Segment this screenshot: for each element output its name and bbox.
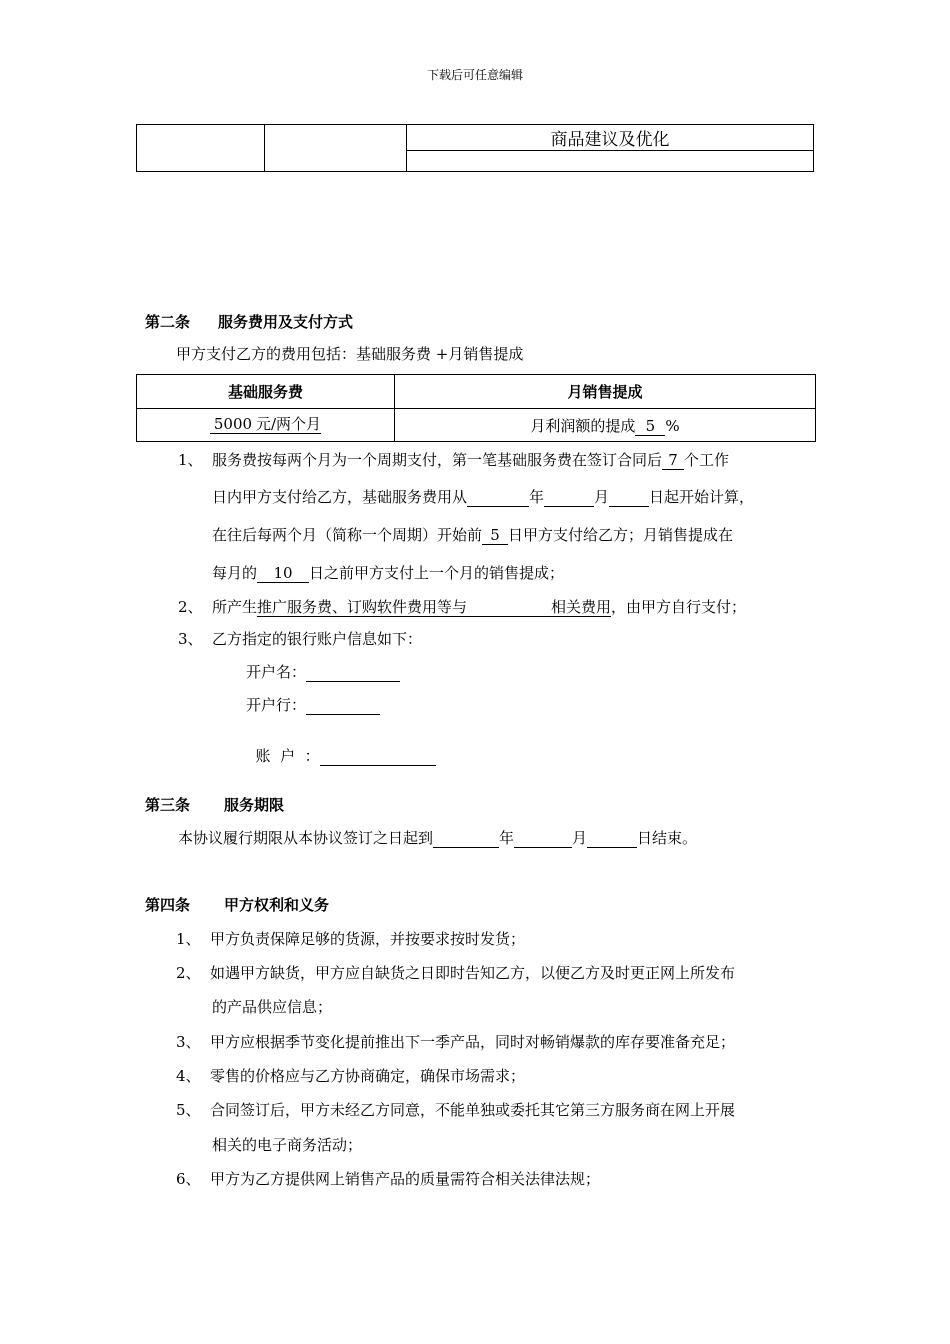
fee-table [136, 374, 816, 442]
item-number: 5、 [176, 1101, 201, 1119]
item-text: 日之前甲方支付上一个月的销售提成； [309, 564, 565, 582]
item-text: 乙方指定的银行账户信息如下： [212, 630, 423, 648]
list-item [178, 449, 729, 470]
list-item [178, 628, 422, 649]
account-label: 账 户 ： [255, 747, 320, 765]
fill-blank: 5 [482, 527, 508, 545]
sec2-title: 服务费用及支付方式 [218, 313, 354, 331]
base-fee-cell [137, 409, 395, 442]
item-text: 如遇甲方缺货，甲方应自缺货之日即时告知乙方，以便乙方及时更正网上所发布 [210, 964, 736, 982]
fill-blank [514, 847, 572, 848]
sec4-title: 甲方权利和义务 [224, 896, 330, 914]
list-item [176, 962, 735, 983]
sec3-text: 本协议履行期限从本协议签订之日起到 [178, 829, 434, 847]
item-number: 4、 [176, 1067, 201, 1085]
page-header: 下载后可任意编辑 [426, 68, 523, 82]
item-number: 6、 [176, 1170, 201, 1188]
account-line [246, 727, 436, 766]
item-text: 合同签订后，甲方未经乙方同意，不能单独或委托其它第三方服务商在网上开展 [210, 1101, 736, 1119]
item-text: 甲方应根据季节变化提前推出下一季产品，同时对畅销爆款的库存要准备充足； [210, 1033, 736, 1051]
sec2-heading [145, 311, 353, 332]
list-item [176, 1099, 735, 1120]
sec3-text: 月 [572, 829, 588, 847]
item-text: 年 [529, 488, 545, 506]
item-text: 日内甲方支付给乙方，基础服务费用从 [212, 488, 468, 506]
item-number: 3、 [178, 630, 203, 648]
fill-blank: 10 [257, 565, 309, 583]
empty-cell [407, 151, 814, 172]
fill-blank: 7 [662, 452, 684, 470]
fill-blank [320, 765, 436, 766]
list-item-cont: 相关的电子商务活动； [212, 1136, 363, 1154]
sec3-text: 年 [499, 829, 515, 847]
bank-line [246, 694, 380, 715]
commission-text: 月利润额的提成 [530, 416, 636, 435]
list-item-cont [212, 562, 564, 583]
item-text: 个工作 [684, 451, 730, 469]
sec3-num: 第三条 [145, 796, 191, 814]
list-item [176, 1065, 525, 1086]
item-number: 1、 [178, 451, 203, 469]
empty-cell [265, 125, 407, 172]
empty-cell [137, 125, 265, 172]
blank-text: 推广服务费、订购软件费用等与 [257, 598, 468, 616]
fill-blank [433, 847, 499, 848]
item-number: 1、 [176, 930, 201, 948]
base-fee-unit: 元/两个月 [255, 415, 322, 433]
bank-name-line [246, 661, 400, 682]
sec3-body [178, 827, 697, 848]
fee-col-header: 基础服务费 [137, 375, 395, 409]
sec3-heading [145, 794, 284, 815]
item-text: 月 [594, 488, 610, 506]
list-item [176, 1168, 600, 1189]
base-fee-value: 5000 [210, 416, 256, 434]
list-item [176, 1031, 735, 1052]
sec2-num: 第二条 [145, 313, 191, 331]
bank-label: 开户行： [246, 696, 307, 714]
fee-col-header: 月销售提成 [395, 375, 816, 409]
fill-blank [587, 847, 637, 848]
commission-value: 5 [635, 418, 665, 436]
fill-blank [306, 714, 380, 715]
fill-blank [609, 506, 649, 507]
fill-blank [467, 506, 529, 507]
list-item-cont [212, 486, 754, 507]
item-text: 日甲方支付给乙方；月销售提成在 [508, 526, 734, 544]
list-item [176, 928, 525, 949]
fill-blank [257, 599, 611, 617]
sec4-num: 第四条 [145, 896, 191, 914]
commission-cell [395, 409, 816, 442]
list-item-cont [212, 524, 733, 545]
item-text: 所产生 [212, 598, 258, 616]
sec3-text: 日结束。 [637, 829, 698, 847]
item-text: 每月的 [212, 564, 258, 582]
item-text: 服务费按每两个月为一个周期支付，第一笔基础服务费在签订合同后 [212, 451, 663, 469]
bank-name-label: 开户名： [246, 663, 307, 681]
item-text: 在往后每两个月（简称一个周期）开始前 [212, 526, 483, 544]
service-table [136, 124, 814, 172]
item-text: 日起开始计算， [649, 488, 755, 506]
list-item [178, 596, 746, 617]
item-number: 3、 [176, 1033, 201, 1051]
commission-unit: % [665, 416, 680, 435]
item-number: 2、 [178, 598, 203, 616]
sec2-intro: 甲方支付乙方的费用包括：基础服务费 +月销售提成 [176, 345, 524, 363]
blank-text: 相关费用 [551, 598, 612, 616]
item-cell: 商品建议及优化 [407, 125, 814, 151]
sec3-title: 服务期限 [224, 796, 285, 814]
list-item-cont: 的产品供应信息； [212, 998, 333, 1016]
fill-blank [544, 506, 594, 507]
item-text: 零售的价格应与乙方协商确定，确保市场需求； [210, 1067, 526, 1085]
item-text: ，由甲方自行支付； [611, 598, 747, 616]
item-number: 2、 [176, 964, 201, 982]
item-text: 甲方负责保障足够的货源，并按要求按时发货； [210, 930, 526, 948]
sec4-heading [145, 894, 329, 915]
item-text: 甲方为乙方提供网上销售产品的质量需符合相关法律法规； [210, 1170, 601, 1188]
fill-blank [306, 681, 400, 682]
